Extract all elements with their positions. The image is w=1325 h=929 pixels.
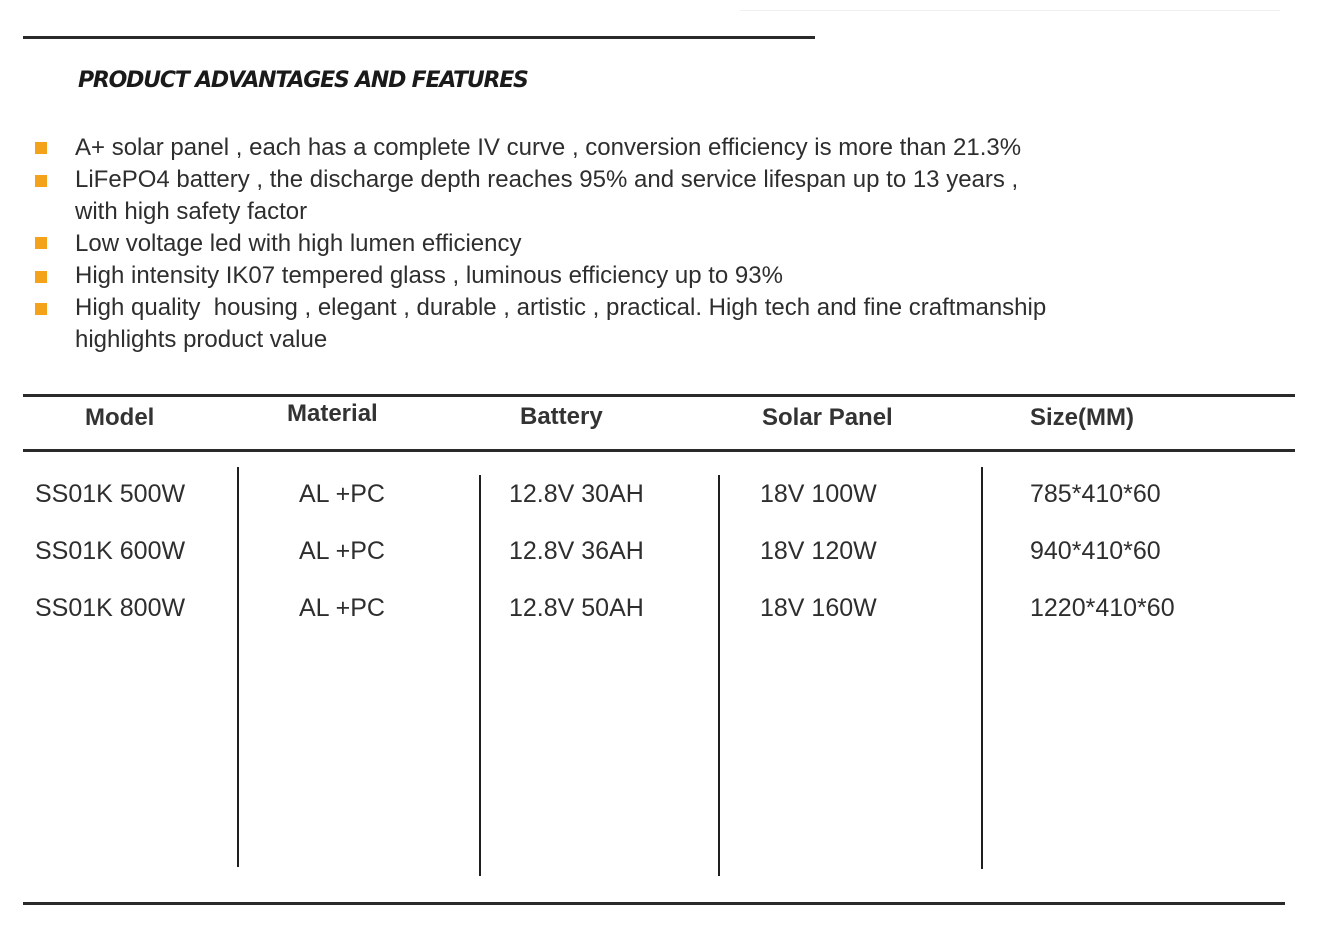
feature-text: LiFePO4 battery , the discharge depth reaches 95% and service lifespan up to 13 years ,	[75, 166, 1019, 193]
square-bullet-icon	[35, 303, 47, 315]
square-bullet-icon	[35, 142, 47, 154]
feature-text: A+ solar panel , each has a complete IV curve , conversion efficiency is more than 21.3%	[75, 134, 1022, 161]
square-bullet-icon	[35, 237, 47, 249]
top-faint-line	[740, 10, 1280, 11]
column-divider	[981, 467, 983, 869]
square-bullet-icon	[35, 175, 47, 187]
feature-text-continued: highlights product value	[75, 326, 328, 353]
header-material: Material	[287, 400, 378, 427]
header-model: Model	[85, 404, 155, 431]
cell-battery: 12.8V 36AH	[509, 537, 644, 565]
cell-material: AL +PC	[299, 480, 385, 508]
cell-size: 940*410*60	[1030, 537, 1161, 565]
feature-text-continued: with high safety factor	[75, 198, 308, 225]
column-divider	[237, 467, 239, 867]
column-divider	[479, 475, 481, 876]
column-divider	[718, 475, 720, 876]
cell-model: SS01K 600W	[35, 537, 186, 565]
feature-text: Low voltage led with high lumen efficiency	[75, 230, 522, 257]
top-divider	[23, 36, 815, 39]
header-battery: Battery	[520, 403, 603, 430]
cell-battery: 12.8V 50AH	[509, 594, 644, 622]
table-bottom-border	[23, 902, 1285, 905]
cell-model: SS01K 800W	[35, 594, 186, 622]
feature-text: High intensity IK07 tempered glass , luminous efficiency up to 93%	[75, 262, 783, 289]
header-size: Size(MM)	[1030, 404, 1134, 431]
cell-material: AL +PC	[299, 537, 385, 565]
cell-solar-panel: 18V 120W	[760, 537, 877, 565]
cell-size: 785*410*60	[1030, 480, 1161, 508]
header-solar-panel: Solar Panel	[762, 404, 893, 431]
cell-solar-panel: 18V 160W	[760, 594, 877, 622]
cell-solar-panel: 18V 100W	[760, 480, 877, 508]
cell-size: 1220*410*60	[1030, 594, 1175, 622]
cell-model: SS01K 500W	[35, 480, 186, 508]
cell-battery: 12.8V 30AH	[509, 480, 644, 508]
table-top-border	[23, 394, 1295, 397]
feature-text: High quality housing , elegant , durable , artistic , practical. High tech and fine craftmanship	[75, 294, 1047, 321]
square-bullet-icon	[35, 271, 47, 283]
cell-material: AL +PC	[299, 594, 385, 622]
section-title: PRODUCT ADVANTAGES AND FEATURES	[78, 68, 528, 93]
table-header-border	[23, 449, 1295, 452]
